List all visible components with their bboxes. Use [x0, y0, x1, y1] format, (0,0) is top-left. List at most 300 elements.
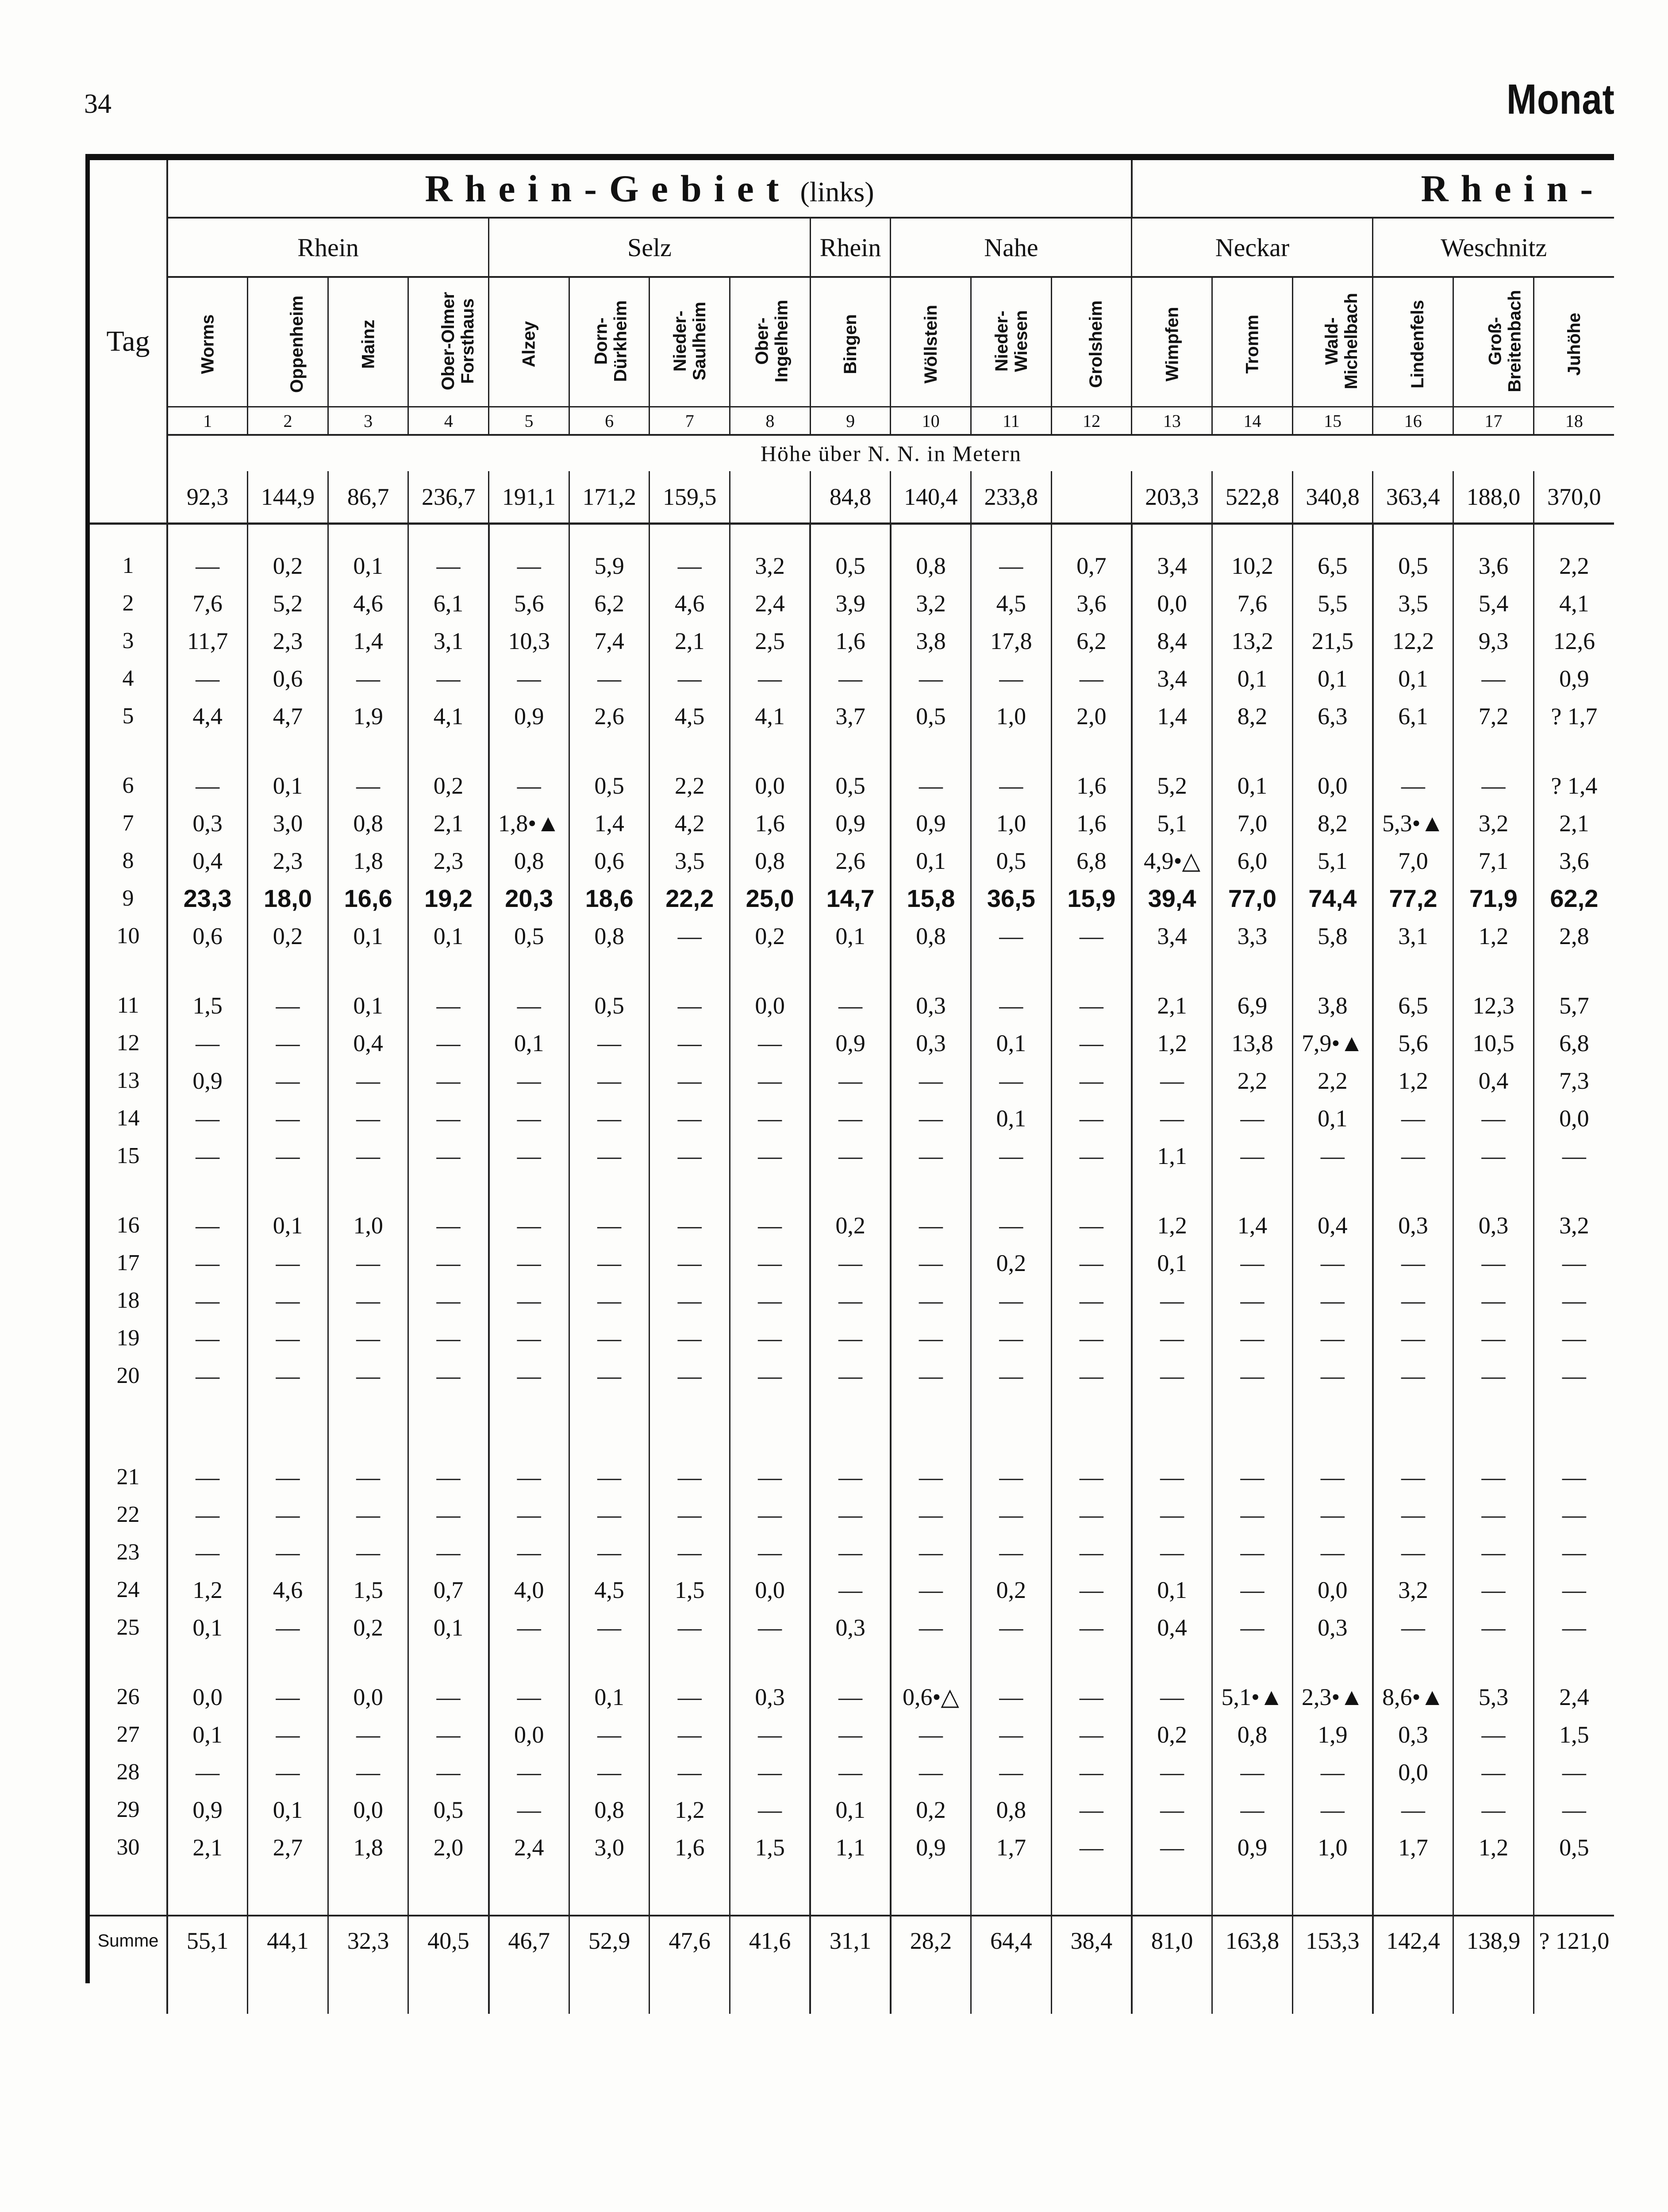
region-title-text: Rhein-Gebiet	[425, 167, 792, 210]
cell-value: 4,5	[971, 584, 1052, 622]
cell-value: —	[1453, 1458, 1534, 1496]
cell-value: —	[891, 1533, 971, 1571]
cell-value: 4,5	[569, 1571, 650, 1609]
cell-value: 5,7	[1533, 987, 1614, 1024]
cell-value: 0,1	[248, 1791, 328, 1828]
cell-value: —	[569, 1496, 650, 1533]
cell-value: —	[489, 1791, 569, 1828]
cell-value: 1,4	[569, 804, 650, 842]
cell-value: 0,1	[1212, 767, 1293, 804]
station-number: 14	[1212, 407, 1293, 435]
cell-value: —	[650, 1319, 730, 1357]
day-number: 8	[90, 842, 167, 879]
cell-value: 1,5	[1533, 1716, 1614, 1753]
station-altitude: 363,4	[1373, 471, 1453, 524]
cell-value: 5,6	[1373, 1024, 1453, 1062]
cell-value: 4,5	[650, 697, 730, 735]
cell-value: 0,8	[569, 1791, 650, 1828]
cell-value: 77,0	[1212, 879, 1293, 917]
table-row	[90, 1024, 1614, 1062]
cell-value: —	[650, 1024, 730, 1062]
cell-value: —	[248, 1244, 328, 1282]
cell-value: —	[1533, 1571, 1614, 1609]
day-number: 9	[90, 879, 167, 917]
station-header	[167, 277, 248, 407]
cell-value: 1,6	[1051, 767, 1132, 804]
cell-value: 0,9	[167, 1791, 248, 1828]
cell-value: —	[1453, 660, 1534, 697]
cell-value: 1,7	[971, 1828, 1052, 1866]
cell-value: —	[1051, 1609, 1132, 1646]
cell-value: —	[569, 1609, 650, 1646]
cell-value: —	[1533, 1319, 1614, 1357]
cell-value: 0,2	[810, 1206, 891, 1244]
cell-value: 0,1	[1132, 1244, 1212, 1282]
cell-value: 0,0	[1292, 1571, 1373, 1609]
cell-value: 1,7	[1373, 1828, 1453, 1866]
cell-value: 0,0	[1373, 1753, 1453, 1791]
station-header	[569, 277, 650, 407]
cell-value: 1,2	[1453, 917, 1534, 955]
cell-value: 2,2	[650, 767, 730, 804]
cell-value: 5,1•▲	[1212, 1678, 1293, 1716]
cell-value: 4,0	[489, 1571, 569, 1609]
cell-value: 8,4	[1132, 622, 1212, 660]
cell-value: 2,4	[489, 1828, 569, 1866]
river-rhein: Rhein	[810, 218, 891, 277]
cell-value: —	[1373, 1282, 1453, 1319]
cell-value: —	[810, 1319, 891, 1357]
cell-value: —	[971, 1458, 1052, 1496]
cell-value: —	[1453, 1099, 1534, 1137]
cell-value: 3,2	[1533, 1206, 1614, 1244]
table-row	[90, 1828, 1614, 1866]
cell-value: —	[810, 1571, 891, 1609]
cell-value: —	[1533, 1496, 1614, 1533]
station-name: Oppenheim	[287, 295, 307, 393]
cell-value: —	[650, 1206, 730, 1244]
cell-value: —	[408, 1282, 489, 1319]
station-number: 9	[810, 407, 891, 435]
cell-value: 0,1	[408, 1609, 489, 1646]
cell-value: —	[489, 1099, 569, 1137]
table-row	[90, 1716, 1614, 1753]
table-row	[90, 697, 1614, 735]
cell-value: 2,1	[1533, 804, 1614, 842]
cell-value: —	[891, 660, 971, 697]
cell-value: —	[1132, 1458, 1212, 1496]
region-title	[167, 160, 1132, 218]
cell-value: 1,5	[730, 1828, 811, 1866]
day-number: 1	[90, 547, 167, 584]
cell-value: —	[167, 1533, 248, 1571]
cell-value: —	[1292, 1496, 1373, 1533]
cell-value: —	[971, 1716, 1052, 1753]
cell-value: —	[1051, 660, 1132, 697]
cell-value: 15,9	[1051, 879, 1132, 917]
cell-value: 11,7	[167, 622, 248, 660]
cell-value: —	[1373, 1609, 1453, 1646]
cell-value: 1,8•▲	[489, 804, 569, 842]
station-number: 10	[891, 407, 971, 435]
cell-value: —	[730, 1244, 811, 1282]
cell-value: 10,5	[1453, 1024, 1534, 1062]
cell-value: —	[730, 1024, 811, 1062]
station-header	[1453, 277, 1534, 407]
cell-value: 0,9	[1533, 660, 1614, 697]
cell-value: —	[891, 1319, 971, 1357]
cell-value: 0,8	[730, 842, 811, 879]
cell-value: —	[167, 547, 248, 584]
cell-value: 12,6	[1533, 622, 1614, 660]
cell-value: —	[650, 1137, 730, 1175]
cell-value: 0,1	[489, 1024, 569, 1062]
cell-value: 8,2	[1212, 697, 1293, 735]
table-row	[90, 1206, 1614, 1244]
cell-value: —	[891, 1137, 971, 1175]
cell-value: —	[1373, 1496, 1453, 1533]
station-name: Bingen	[841, 314, 861, 374]
cell-value: 0,1	[891, 842, 971, 879]
cell-value: —	[971, 1137, 1052, 1175]
cell-value: 5,5	[1292, 584, 1373, 622]
station-altitude: 84,8	[810, 471, 891, 524]
cell-value: —	[489, 1678, 569, 1716]
cell-value: 7,4	[569, 622, 650, 660]
cell-value: —	[971, 1357, 1052, 1394]
cell-value: —	[167, 1137, 248, 1175]
cell-value: —	[1212, 1244, 1293, 1282]
cell-value: 4,9•△	[1132, 842, 1212, 879]
station-header	[408, 277, 489, 407]
cell-value: 1,5	[167, 987, 248, 1024]
cell-value: —	[1051, 1496, 1132, 1533]
station-altitude: 159,5	[650, 471, 730, 524]
cell-value: 39,4	[1132, 879, 1212, 917]
cell-value: 2,2	[1212, 1062, 1293, 1099]
cell-value: 3,5	[650, 842, 730, 879]
cell-value: 0,1	[167, 1716, 248, 1753]
cell-value: 0,9	[167, 1062, 248, 1099]
cell-value: —	[569, 1319, 650, 1357]
cell-value: 5,4	[1453, 584, 1534, 622]
cell-value: —	[1453, 1319, 1534, 1357]
cell-value: 1,4	[1132, 697, 1212, 735]
cell-value: 4,6	[248, 1571, 328, 1609]
cell-value: 0,3	[730, 1678, 811, 1716]
cell-value: 0,8	[891, 547, 971, 584]
cell-value: 0,6	[248, 660, 328, 697]
cell-value: 2,7	[248, 1828, 328, 1866]
cell-value: 1,6	[810, 622, 891, 660]
cell-value: —	[730, 1496, 811, 1533]
station-number: 15	[1292, 407, 1373, 435]
cell-value: 1,8	[328, 842, 408, 879]
cell-value: —	[971, 660, 1052, 697]
sum-value: 28,2	[891, 1916, 971, 1965]
station-number: 16	[1373, 407, 1453, 435]
cell-value: —	[1373, 1357, 1453, 1394]
cell-value: —	[891, 1357, 971, 1394]
cell-value: 1,6	[650, 1828, 730, 1866]
station-name: Wimpfen	[1162, 307, 1182, 382]
station-number: 8	[730, 407, 811, 435]
cell-value: 0,9	[891, 1828, 971, 1866]
cell-value: 2,2	[1292, 1062, 1373, 1099]
river-weschnitz: Weschnitz	[1373, 218, 1614, 277]
region-title-right: Rhein-	[1132, 160, 1614, 218]
cell-value: 0,4	[1453, 1062, 1534, 1099]
cell-value: —	[489, 1319, 569, 1357]
cell-value: —	[650, 1099, 730, 1137]
station-name: Tromm	[1242, 315, 1262, 374]
cell-value: —	[489, 1357, 569, 1394]
cell-value: 2,3	[408, 842, 489, 879]
cell-value: —	[1212, 1571, 1293, 1609]
cell-value: —	[1453, 1244, 1534, 1282]
cell-value: 2,3	[248, 842, 328, 879]
cell-value: —	[1292, 1282, 1373, 1319]
cell-value: —	[328, 767, 408, 804]
station-number: 18	[1533, 407, 1614, 435]
cell-value: 16,6	[328, 879, 408, 917]
cell-value: —	[1212, 1282, 1293, 1319]
table-row	[90, 1137, 1614, 1175]
day-number: 2	[90, 584, 167, 622]
cell-value: 7,0	[1373, 842, 1453, 879]
cell-value: —	[408, 1716, 489, 1753]
cell-value: 1,2	[1373, 1062, 1453, 1099]
sum-value: 153,3	[1292, 1916, 1373, 1965]
cell-value: —	[489, 1244, 569, 1282]
cell-value: —	[328, 1496, 408, 1533]
cell-value: 7,6	[167, 584, 248, 622]
station-name: Alzey	[519, 321, 539, 368]
cell-value: —	[1292, 1753, 1373, 1791]
cell-value: 0,1	[248, 767, 328, 804]
cell-value: 1,2	[167, 1571, 248, 1609]
cell-value: —	[1051, 1137, 1132, 1175]
station-altitude	[1051, 471, 1132, 524]
cell-value: 0,2	[971, 1244, 1052, 1282]
cell-value: 0,0	[730, 987, 811, 1024]
precipitation-table	[90, 160, 1614, 2014]
station-header	[810, 277, 891, 407]
day-number: 25	[90, 1609, 167, 1646]
cell-value: —	[1212, 1791, 1293, 1828]
station-header	[650, 277, 730, 407]
cell-value: 2,1	[408, 804, 489, 842]
cell-value: 0,4	[328, 1024, 408, 1062]
station-header	[328, 277, 408, 407]
cell-value: —	[248, 1024, 328, 1062]
cell-value: —	[1453, 1533, 1534, 1571]
cell-value: 2,2	[1533, 547, 1614, 584]
cell-value: —	[167, 767, 248, 804]
day-number: 11	[90, 987, 167, 1024]
cell-value: —	[408, 660, 489, 697]
cell-value: 0,8	[489, 842, 569, 879]
cell-value: 0,0	[1132, 584, 1212, 622]
cell-value: —	[489, 1282, 569, 1319]
cell-value: —	[730, 1753, 811, 1791]
cell-value: —	[891, 1244, 971, 1282]
station-header	[489, 277, 569, 407]
cell-value: —	[489, 1609, 569, 1646]
cell-value: —	[971, 917, 1052, 955]
cell-value: 17,8	[971, 622, 1052, 660]
sum-value: 138,9	[1453, 1916, 1534, 1965]
cell-value: 1,0	[1292, 1828, 1373, 1866]
cell-value: 0,2	[328, 1609, 408, 1646]
cell-value: —	[248, 1678, 328, 1716]
cell-value: —	[1453, 1496, 1534, 1533]
station-number: 2	[248, 407, 328, 435]
cell-value: 0,8	[569, 917, 650, 955]
cell-value: 0,3	[810, 1609, 891, 1646]
cell-value: 13,2	[1212, 622, 1293, 660]
cell-value: 5,3	[1453, 1678, 1534, 1716]
cell-value: 0,6•△	[891, 1678, 971, 1716]
cell-value: 4,1	[730, 697, 811, 735]
cell-value: —	[569, 1357, 650, 1394]
cell-value: 13,8	[1212, 1024, 1293, 1062]
cell-value: —	[1051, 917, 1132, 955]
cell-value: —	[248, 1609, 328, 1646]
cell-value: 7,1	[1453, 842, 1534, 879]
cell-value: 62,2	[1533, 879, 1614, 917]
cell-value: —	[650, 660, 730, 697]
cell-value: 0,3	[891, 987, 971, 1024]
cell-value: —	[1292, 1319, 1373, 1357]
cell-value: ? 1,7	[1533, 697, 1614, 735]
cell-value: 2,4	[730, 584, 811, 622]
station-number: 4	[408, 407, 489, 435]
cell-value: —	[891, 1609, 971, 1646]
cell-value: —	[408, 1062, 489, 1099]
cell-value: —	[971, 1609, 1052, 1646]
cell-value: 6,5	[1292, 547, 1373, 584]
cell-value: 2,1	[650, 622, 730, 660]
cell-value: —	[1132, 1678, 1212, 1716]
cell-value: —	[328, 1357, 408, 1394]
cell-value: —	[891, 1496, 971, 1533]
cell-value: —	[1453, 1609, 1534, 1646]
cell-value: 0,2	[891, 1791, 971, 1828]
cell-value: —	[1212, 1319, 1293, 1357]
cell-value: —	[1453, 1571, 1534, 1609]
cell-value: 0,0	[730, 1571, 811, 1609]
cell-value: 3,0	[248, 804, 328, 842]
cell-value: 1,4	[1212, 1206, 1293, 1244]
station-altitude: 203,3	[1132, 471, 1212, 524]
cell-value: 2,1	[1132, 987, 1212, 1024]
cell-value: 0,4	[1292, 1206, 1373, 1244]
cell-value: 0,5	[569, 987, 650, 1024]
cell-value: —	[650, 547, 730, 584]
cell-value: 7,0	[1212, 804, 1293, 842]
cell-value: —	[408, 547, 489, 584]
cell-value: 0,1	[167, 1609, 248, 1646]
cell-value: —	[408, 1458, 489, 1496]
cell-value: —	[408, 1137, 489, 1175]
cell-value: —	[971, 1678, 1052, 1716]
tag-header: Tag	[90, 160, 167, 524]
cell-value: —	[328, 1319, 408, 1357]
cell-value: —	[569, 1137, 650, 1175]
station-altitude: 140,4	[891, 471, 971, 524]
cell-value: —	[248, 1282, 328, 1319]
cell-value: —	[810, 1458, 891, 1496]
cell-value: —	[650, 917, 730, 955]
cell-value: 1,0	[971, 804, 1052, 842]
cell-value: —	[891, 767, 971, 804]
cell-value: —	[248, 1062, 328, 1099]
cell-value: —	[1051, 1678, 1132, 1716]
cell-value: —	[1212, 1458, 1293, 1496]
cell-value: 4,6	[328, 584, 408, 622]
cell-value: —	[1292, 1458, 1373, 1496]
station-altitude: 370,0	[1533, 471, 1614, 524]
cell-value: 0,2	[248, 917, 328, 955]
cell-value: 15,8	[891, 879, 971, 917]
station-number: 1	[167, 407, 248, 435]
table-row	[90, 1791, 1614, 1828]
cell-value: —	[650, 1753, 730, 1791]
cell-value: —	[1051, 1571, 1132, 1609]
cell-value: 0,1	[810, 1791, 891, 1828]
cell-value: 0,1	[408, 917, 489, 955]
cell-value: 0,5	[810, 547, 891, 584]
cell-value: —	[489, 1137, 569, 1175]
station-altitude	[730, 471, 811, 524]
cell-value: 4,4	[167, 697, 248, 735]
table-row	[90, 767, 1614, 804]
station-header	[730, 277, 811, 407]
page-number: 34	[84, 89, 111, 119]
cell-value: —	[650, 1062, 730, 1099]
cell-value: —	[891, 1062, 971, 1099]
day-number: 20	[90, 1357, 167, 1394]
cell-value: —	[1132, 1753, 1212, 1791]
station-name: Nieder- Wiesen	[992, 310, 1031, 372]
sum-value: 47,6	[650, 1916, 730, 1965]
cell-value: 1,8	[328, 1828, 408, 1866]
cell-value: 3,2	[1453, 804, 1534, 842]
cell-value: 0,5	[1533, 1828, 1614, 1866]
cell-value: —	[1051, 1716, 1132, 1753]
sum-value: 38,4	[1051, 1916, 1132, 1965]
cell-value: —	[650, 1244, 730, 1282]
cell-value: —	[891, 1571, 971, 1609]
cell-value: —	[1212, 1496, 1293, 1533]
cell-value: —	[730, 1357, 811, 1394]
table-row	[90, 1458, 1614, 1496]
cell-value: —	[248, 1137, 328, 1175]
cell-value: —	[1453, 1357, 1534, 1394]
cell-value: 0,3	[891, 1024, 971, 1062]
cell-value: —	[810, 1716, 891, 1753]
station-header	[1373, 277, 1453, 407]
day-number: 30	[90, 1828, 167, 1866]
day-number: 12	[90, 1024, 167, 1062]
cell-value: —	[167, 1024, 248, 1062]
cell-value: 0,8	[328, 804, 408, 842]
cell-value: —	[1292, 1357, 1373, 1394]
table-row	[90, 1533, 1614, 1571]
cell-value: —	[1051, 1753, 1132, 1791]
cell-value: 71,9	[1453, 879, 1534, 917]
